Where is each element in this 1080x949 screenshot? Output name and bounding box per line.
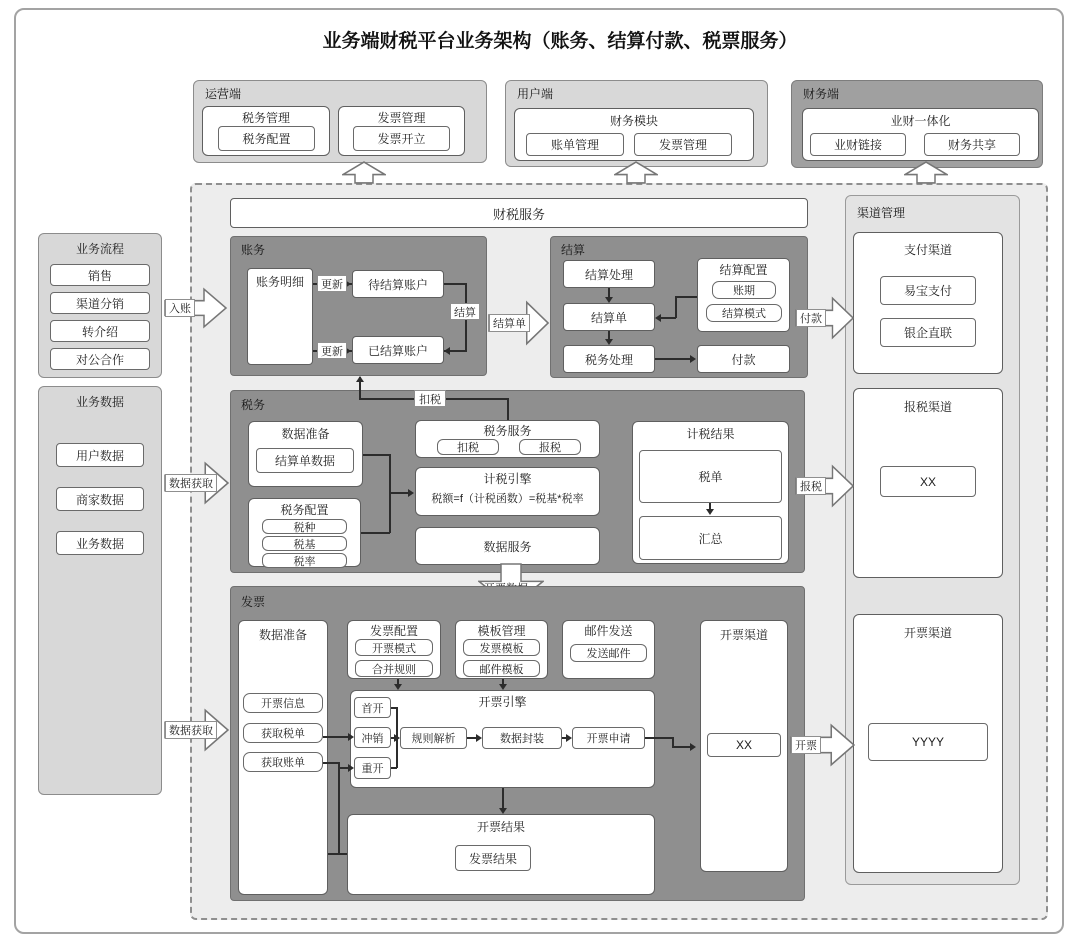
first-issue-item: 首开 bbox=[354, 697, 391, 718]
file-tax-item: 报税 bbox=[519, 439, 581, 455]
template-mgmt-title: 模板管理 bbox=[477, 624, 526, 638]
tax-formula: 税额=f（计税函数）=税基*税率 bbox=[431, 493, 584, 505]
connector bbox=[323, 762, 339, 764]
biz-process-label: 业务流程 bbox=[75, 242, 124, 256]
connector bbox=[338, 769, 340, 854]
up-arrow-ops bbox=[342, 161, 386, 184]
arrowhead bbox=[356, 376, 364, 382]
data-fetch-arrow-tax bbox=[164, 461, 230, 505]
connector bbox=[675, 296, 677, 318]
reissue-item: 重开 bbox=[354, 757, 391, 779]
arrowhead bbox=[655, 314, 661, 322]
connector bbox=[391, 767, 397, 769]
mail-send-title: 邮件发送 bbox=[584, 624, 633, 638]
inv-channel-title: 开票渠道 bbox=[719, 628, 768, 642]
page-title: 业务端财税平台业务架构（账务、结算付款、税票服务） bbox=[322, 31, 798, 52]
settle-doc-arrow-label: 结算单 bbox=[489, 314, 530, 332]
in-account-arrow bbox=[164, 287, 228, 329]
settle-data-item: 结算单数据 bbox=[256, 448, 354, 473]
invoice-issue-item: 发票开立 bbox=[353, 126, 450, 151]
settle-doc-arrow bbox=[488, 300, 550, 346]
invoice-result-title: 开票结果 bbox=[476, 820, 525, 834]
bank-direct-item: 银企直联 bbox=[880, 318, 976, 347]
data-pack-item: 数据封装 bbox=[482, 727, 562, 749]
arrowhead bbox=[690, 355, 696, 363]
arrowhead bbox=[566, 734, 572, 742]
invoice-arrow bbox=[790, 723, 856, 767]
connector bbox=[328, 853, 347, 855]
tax-service-title: 税务服务 bbox=[483, 424, 532, 438]
in-account-arrow-label: 入账 bbox=[165, 299, 195, 317]
connector bbox=[444, 283, 466, 285]
merge-rule-item: 合并规则 bbox=[355, 660, 433, 677]
tax-file-arrow-label: 报税 bbox=[796, 477, 826, 495]
tax-base-item: 税基 bbox=[262, 536, 347, 551]
tax-mgmt-title: 税务管理 bbox=[241, 111, 290, 125]
invoice-mgmt-title: 发票管理 bbox=[377, 111, 426, 125]
settle-statement-box: 结算单 bbox=[563, 303, 655, 331]
invoice-template-item: 发票模板 bbox=[463, 639, 540, 656]
arrowhead bbox=[706, 509, 714, 515]
send-mail-item: 发送邮件 bbox=[570, 644, 647, 662]
settle-config-title: 结算配置 bbox=[719, 263, 768, 277]
tax-data-prep-title: 数据准备 bbox=[281, 427, 330, 441]
invoice-mode-item: 开票模式 bbox=[355, 639, 433, 656]
arrowhead bbox=[476, 734, 482, 742]
data-service-box: 数据服务 bbox=[415, 527, 600, 565]
biz-fin-link-item: 业财链接 bbox=[810, 133, 906, 156]
tax-file-arrow bbox=[795, 464, 855, 508]
deduct-item: 扣税 bbox=[437, 439, 499, 455]
tax-label: 税务 bbox=[241, 398, 266, 412]
inv-data-prep-title: 数据准备 bbox=[258, 628, 307, 642]
tax-type-item: 税种 bbox=[262, 519, 347, 534]
invoicing-channel-title: 开票渠道 bbox=[903, 626, 952, 640]
arrowhead bbox=[605, 339, 613, 345]
period-item: 账期 bbox=[712, 281, 776, 299]
invoice-apply-item: 开票申请 bbox=[572, 727, 645, 749]
inv-channel-xx-item: XX bbox=[707, 733, 781, 757]
connector bbox=[323, 736, 349, 738]
tax-file-channel-title: 报税渠道 bbox=[903, 400, 952, 414]
finance-client-label: 财务端 bbox=[803, 87, 840, 101]
connector bbox=[675, 296, 697, 298]
accounting-label: 账务 bbox=[241, 243, 266, 257]
pending-account-box: 待结算账户 bbox=[352, 270, 444, 298]
yeepay-item: 易宝支付 bbox=[880, 276, 976, 305]
settle-line-label: 结算 bbox=[450, 303, 480, 320]
arrowhead bbox=[348, 764, 354, 772]
arrowhead bbox=[408, 489, 414, 497]
user-client-label: 用户端 bbox=[517, 87, 554, 101]
finance-module-title: 财务模块 bbox=[609, 114, 658, 128]
pay-arrow bbox=[795, 296, 855, 340]
process-item-sales: 销售 bbox=[50, 264, 150, 286]
process-item-referral: 转介绍 bbox=[50, 320, 150, 342]
inv-config-title: 发票配置 bbox=[369, 624, 418, 638]
up-arrow-user bbox=[614, 161, 658, 184]
fiscal-service-banner: 财税服务 bbox=[230, 198, 808, 228]
pay-arrow-label: 付款 bbox=[796, 309, 826, 327]
pay-box: 付款 bbox=[697, 345, 790, 373]
invoice-arrow-label: 开票 bbox=[791, 736, 821, 754]
invoice-label: 发票 bbox=[241, 595, 266, 609]
process-item-b2b: 对公合作 bbox=[50, 348, 150, 370]
data-fetch-arrow-tax-label: 数据获取 bbox=[165, 474, 217, 492]
connector bbox=[361, 532, 390, 534]
update-label-2: 更新 bbox=[317, 342, 347, 359]
data-item-merchant: 商家数据 bbox=[56, 487, 144, 511]
biz-data-label: 业务数据 bbox=[75, 395, 124, 409]
bill-mgmt-item: 账单管理 bbox=[526, 133, 624, 156]
update-label-1: 更新 bbox=[317, 275, 347, 292]
tax-file-xx-item: XX bbox=[880, 466, 976, 497]
invoicing-yyyy-item: YYYY bbox=[868, 723, 988, 761]
settle-process-box: 结算处理 bbox=[563, 260, 655, 288]
fetch-bill-item: 获取账单 bbox=[243, 752, 323, 772]
arrowhead bbox=[690, 743, 696, 751]
tax-bill-box: 税单 bbox=[639, 450, 782, 503]
ops-client-label: 运营端 bbox=[205, 87, 242, 101]
connector bbox=[645, 737, 673, 739]
up-arrow-finance bbox=[904, 161, 948, 184]
reverse-item: 冲销 bbox=[354, 727, 391, 748]
settled-account-box: 已结算账户 bbox=[352, 336, 444, 364]
arrowhead bbox=[348, 733, 354, 741]
settlement-label: 结算 bbox=[561, 243, 586, 257]
connector bbox=[391, 707, 397, 709]
tax-summary-box: 汇总 bbox=[639, 516, 782, 560]
data-fetch-arrow-invoice bbox=[164, 708, 230, 752]
arrowhead bbox=[444, 347, 450, 355]
user-invoice-mgmt-item: 发票管理 bbox=[634, 133, 732, 156]
data-fetch-arrow-invoice-label: 数据获取 bbox=[165, 721, 217, 739]
settle-tax-handle-box: 税务处理 bbox=[563, 345, 655, 373]
tax-rate-item: 税率 bbox=[262, 553, 347, 568]
invoice-engine-title: 开票引擎 bbox=[478, 695, 527, 709]
connector bbox=[338, 767, 348, 769]
account-detail-title: 账务明细 bbox=[255, 275, 304, 289]
data-item-user: 用户数据 bbox=[56, 443, 144, 467]
tax-result-title: 计税结果 bbox=[686, 427, 735, 441]
invoice-result-item: 发票结果 bbox=[455, 845, 531, 871]
data-item-biz: 业务数据 bbox=[56, 531, 144, 555]
settle-mode-item: 结算模式 bbox=[706, 304, 782, 322]
channel-mgmt-label: 渠道管理 bbox=[857, 206, 906, 220]
tax-config-title: 税务配置 bbox=[280, 503, 329, 517]
pay-channel-title: 支付渠道 bbox=[903, 243, 952, 257]
connector bbox=[507, 399, 509, 420]
fetch-tax-bill-item: 获取税单 bbox=[243, 723, 323, 743]
mail-template-item: 邮件模板 bbox=[463, 660, 540, 677]
invoice-info-item: 开票信息 bbox=[243, 693, 323, 713]
integration-title: 业财一体化 bbox=[890, 114, 951, 128]
connector bbox=[363, 454, 390, 456]
deduct-line-label: 扣税 bbox=[414, 390, 446, 407]
connector bbox=[655, 358, 693, 360]
process-item-channel: 渠道分销 bbox=[50, 292, 150, 314]
tax-config-item: 税务配置 bbox=[218, 126, 315, 151]
finance-share-item: 财务共享 bbox=[924, 133, 1020, 156]
arrowhead bbox=[605, 297, 613, 303]
rule-parse-item: 规则解析 bbox=[400, 727, 467, 749]
connector bbox=[389, 454, 391, 533]
tax-engine-title: 计税引擎 bbox=[483, 472, 532, 486]
connector bbox=[502, 788, 504, 808]
